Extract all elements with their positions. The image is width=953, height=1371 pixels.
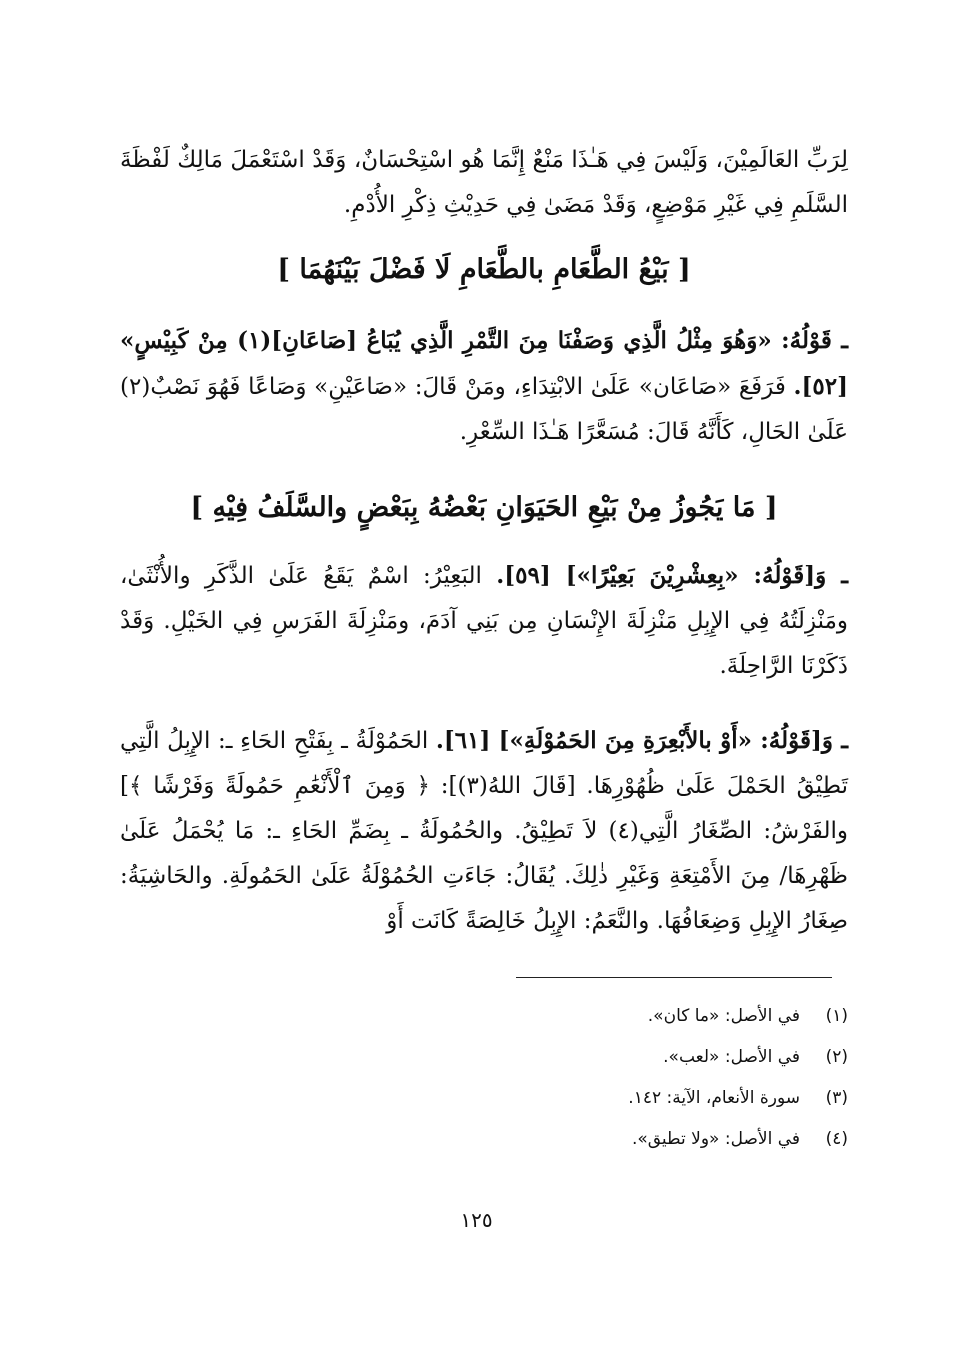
footnote-text: في الأصل: «لعب».: [663, 1047, 800, 1067]
quote-lead: ـ وَ[قَوْلُهُ: «بِعِشْرِيْنَ بَعِيْرًا»] [٥٩].: [496, 562, 848, 589]
footnote-text: سورة الأنعام، الآية: ١٤٢.: [628, 1088, 800, 1108]
paragraph-intro-text: لِرَبِّ العَالَمِيْنَ، وَلَيْسَ فِي هَـٰذَا مَنْعٌ إِنَّمَا هُو اسْتِحْسَانٌ، وَقَدْ اسْتَعْمَلَ مَالِكٌ لَفْظَةَ السَّلَمِ فِي غَيْرِ مَوْضِعٍ، وَقَدْ مَضَىٰ فِي حَدِيْثِ ذِكْرِ الأُدْمِ.: [120, 147, 848, 218]
quote-lead: ـ قَوْلُهُ: «وَهُوَ مِثْلُ الَّذِي وَصَفْنَا مِنَ التَّمْرِ الَّذِي يُبَاعُ [صَاعَانِ](١) مِنْ كَبِيْسٍ» [٥٢].: [120, 327, 848, 400]
footnote-number: (٢): [825, 1047, 848, 1067]
commentary-text: البَعِيْرُ: اسْمٌ يَقَعُ عَلَىٰ الذَّكَرِ والأُنْثَىٰ، ومَنْزِلَتُهُ فِي الإِبِلِ مَنْزِلَةَ الإِنْسَانِ مِن بَنِي آدَمَ، ومَنْزِلَةَ الفَرَسِ فِي الخَيْلِ. وَقَدْ ذَكَرْنَا الرَّاحِلَةَ.: [120, 563, 848, 679]
paragraph-intro: [120, 138, 848, 228]
paragraph-qawluhu-2: [120, 553, 848, 689]
footnote-text: في الأصل: «ما كان».: [647, 1006, 800, 1026]
section-heading-animal-sale: [ مَا يَجُوزُ مِنْ بَيْعِ الحَيَوَانِ بَعْضُهُ بِبَعْضٍ والسَّلَفُ فِيْهِ ]: [190, 492, 778, 523]
page-number: ١٢٥: [460, 1208, 493, 1232]
quote-lead: ـ وَ[قَوْلُهُ: «أَوْ بالأَبْعِرَةِ مِنَ الحَمُوْلَةِ»] [٦١].: [435, 727, 848, 754]
footnote-number: (٣): [825, 1088, 848, 1108]
footnote-divider: [516, 977, 832, 978]
commentary-text: الحَمُوْلَةُ ـ بِفَتْحِ الحَاءِ ـ: الإِبِلُ الَّتِي تَطِيْقُ الحَمْلَ عَلَىٰ ظُهُوْرِهَا. [قَالَ اللهُ(٣)]: ﴿ وَمِنَ ٱلْأَنْعَٰمِ حَمُولَةً وَفَرْشًا ﴾] والفَرْشُ: الصِّغَارُ الَّتِي(٤) لاَ تَطِيْقُ. والحُمُولَةُ ـ بِضَمِّ الحَاءِ ـ: مَا يُحْمَلُ عَلَىٰ ظَهْرِهَا/ مِنَ الأَمْتِعَةِ وَغَيْرِ ذٰلِكَ. يُقَالُ: جَاءَتِ الحُمُوْلَةُ عَلَىٰ الحَمُولَةِ. والحَاشِيَةُ: صِغَارُ الإِبِلِ وَضِعَافُهَا. والنَّعَمُ: الإِبِلُ خَالِصَةً كَانَت أَوْ: [120, 728, 848, 934]
paragraph-qawluhu-1: [120, 318, 848, 455]
footnote-text: في الأصل: «ولا تطيق».: [631, 1129, 800, 1149]
section-heading-food-sale: [ بَيْعُ الطَّعَامِ بالطَّعَامِ لَا فَضْلَ بَيْنَهُمَا ]: [277, 254, 691, 285]
footnote-4: [300, 1127, 848, 1151]
paragraph-qawluhu-3: [120, 718, 848, 944]
footnote-3: [300, 1086, 848, 1110]
footnote-1: [300, 1004, 848, 1028]
footnote-2: [300, 1045, 848, 1069]
footnote-number: (٤): [825, 1129, 848, 1149]
footnote-number: (١): [825, 1006, 848, 1026]
commentary-text: فَرَفَعَ «صَاعَان» عَلَىٰ الابْتِدَاءِ، ومَنْ قَالَ: «صَاعَيْنِ» وَصَاعًا فَهُوَ نَصْبٌ(٢) عَلَىٰ الحَالِ، كَأَنَّهُ قَالَ: مُسَعَّرًا هَـٰذَا السِّعْرِ.: [120, 374, 848, 445]
